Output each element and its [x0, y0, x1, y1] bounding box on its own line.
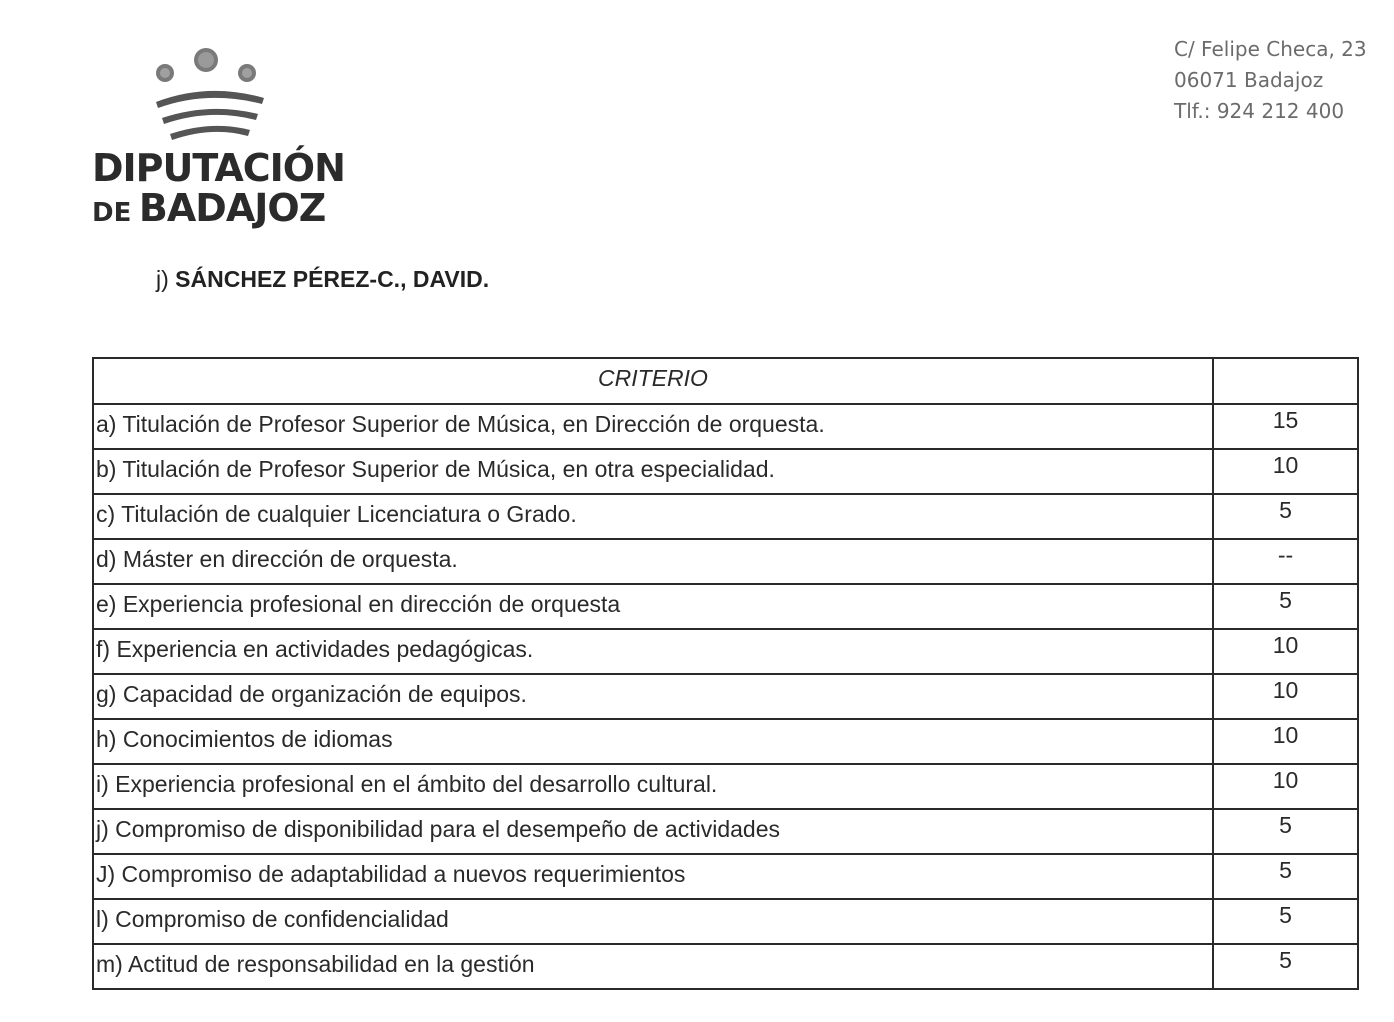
table-row	[93, 944, 1358, 989]
criterion-cell: a) Titulación de Profesor Superior de Música, en Dirección de orquesta.	[93, 404, 1213, 449]
address-phone: Tlf.: 924 212 400	[1174, 99, 1345, 123]
logo-text-badajoz	[92, 186, 325, 230]
table-row	[93, 584, 1358, 629]
header-criterion: CRITERIO	[93, 358, 1213, 404]
criterion-cell: d) Máster en dirección de orquesta.	[93, 539, 1213, 584]
table-row	[93, 674, 1358, 719]
diputacion-logo	[88, 40, 345, 230]
criterion-cell: f) Experiencia en actividades pedagógicas.	[93, 629, 1213, 674]
table-row	[93, 404, 1358, 449]
logo-text-diputacion: DIPUTACIÓN	[92, 146, 345, 190]
score-cell: 10	[1213, 674, 1358, 719]
table-row	[93, 629, 1358, 674]
score-cell: 5	[1213, 809, 1358, 854]
score-cell: 5	[1213, 494, 1358, 539]
score-cell: --	[1213, 539, 1358, 584]
criterion-cell: c) Titulación de cualquier Licenciatura o Grado.	[93, 494, 1213, 539]
table-row	[93, 809, 1358, 854]
score-cell: 15	[1213, 404, 1358, 449]
criterion-cell: J) Compromiso de adaptabilidad a nuevos requerimientos	[93, 854, 1213, 899]
criterion-cell: b) Titulación de Profesor Superior de Música, en otra especialidad.	[93, 449, 1213, 494]
score-cell: 5	[1213, 944, 1358, 989]
table-header-row	[93, 358, 1358, 404]
address-block	[1174, 34, 1367, 127]
crown-emblem-icon	[148, 40, 268, 145]
candidate-heading	[156, 266, 489, 293]
candidate-name: SÁNCHEZ PÉREZ-C., DAVID.	[175, 266, 490, 292]
criterion-cell: m) Actitud de responsabilidad en la gestión	[93, 944, 1213, 989]
address-city: 06071 Badajoz	[1174, 68, 1324, 92]
table-row	[93, 494, 1358, 539]
score-cell: 10	[1213, 629, 1358, 674]
score-cell: 10	[1213, 719, 1358, 764]
score-cell: 5	[1213, 854, 1358, 899]
table-row	[93, 854, 1358, 899]
table-row	[93, 719, 1358, 764]
logo-text-badajoz-large: BADAJOZ	[138, 186, 326, 230]
table-row	[93, 449, 1358, 494]
criterion-cell: e) Experiencia profesional en dirección de orquesta	[93, 584, 1213, 629]
logo-text-de: DE	[92, 198, 132, 228]
header-score	[1213, 358, 1358, 404]
score-cell: 10	[1213, 449, 1358, 494]
criterion-cell: j) Compromiso de disponibilidad para el desempeño de actividades	[93, 809, 1213, 854]
criteria-score-table	[92, 357, 1359, 990]
address-street: C/ Felipe Checa, 23	[1174, 37, 1367, 61]
score-cell: 5	[1213, 584, 1358, 629]
criterion-cell: i) Experiencia profesional en el ámbito del desarrollo cultural.	[93, 764, 1213, 809]
table-row	[93, 539, 1358, 584]
criterion-cell: l) Compromiso de confidencialidad	[93, 899, 1213, 944]
criterion-cell: h) Conocimientos de idiomas	[93, 719, 1213, 764]
score-cell: 10	[1213, 764, 1358, 809]
criterion-cell: g) Capacidad de organización de equipos.	[93, 674, 1213, 719]
candidate-prefix: j)	[156, 266, 169, 292]
score-cell: 5	[1213, 899, 1358, 944]
table-row	[93, 764, 1358, 809]
table-row	[93, 899, 1358, 944]
